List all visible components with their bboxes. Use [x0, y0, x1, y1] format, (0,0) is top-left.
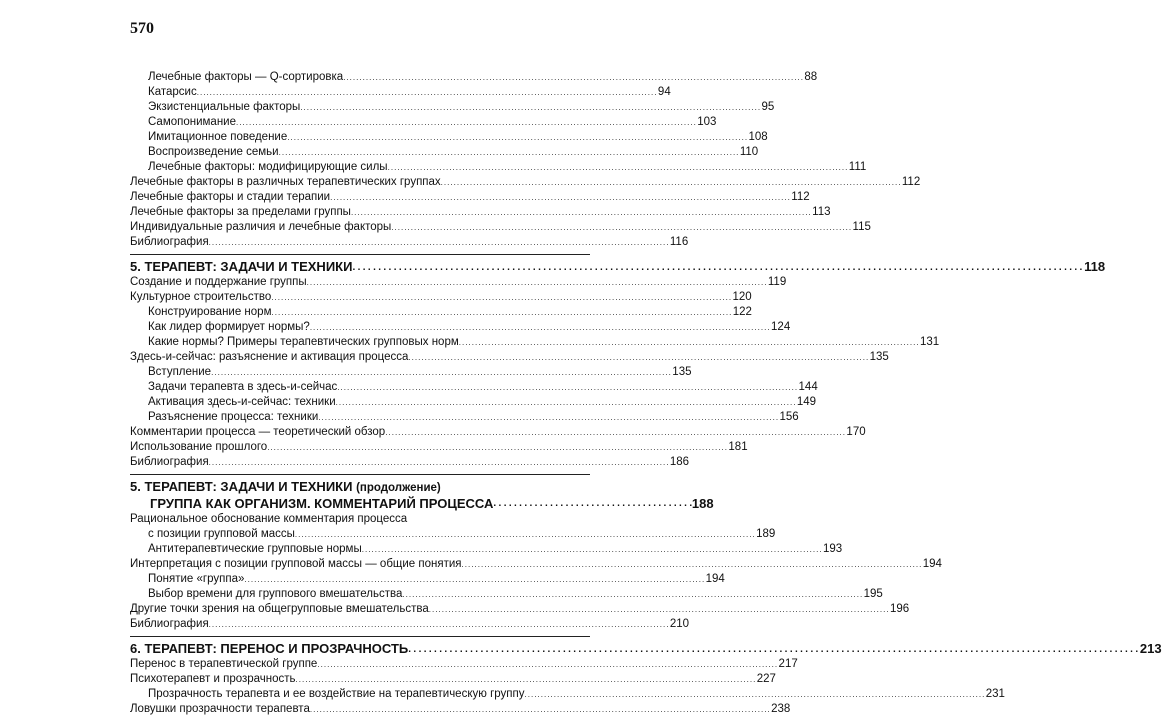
toc-entry[interactable] — [130, 100, 775, 115]
dot-leader — [388, 160, 847, 175]
entry-page: 170 — [846, 426, 866, 438]
dot-leader — [391, 220, 850, 235]
entry-title: Задачи терапевта в здесь-и-сейчас — [148, 381, 338, 393]
toc-entry[interactable] — [130, 602, 910, 617]
toc-section-4 — [130, 657, 1005, 717]
chapter-title-sub: (продолжение) — [356, 482, 441, 494]
dot-leader — [429, 602, 888, 617]
entry-page: 186 — [669, 456, 690, 468]
toc-entry[interactable] — [130, 160, 867, 175]
toc-entry[interactable] — [130, 365, 692, 380]
toc-entry[interactable] — [130, 70, 818, 85]
toc-entry[interactable] — [130, 115, 717, 130]
toc-entry[interactable] — [130, 455, 690, 470]
entry-page: 193 — [822, 543, 843, 555]
entry-page: 110 — [739, 146, 759, 158]
entry-title: Воспроизведение семьи — [148, 146, 279, 158]
toc-entry[interactable] — [130, 395, 817, 410]
toc-entry[interactable] — [130, 130, 768, 145]
entry-page: 195 — [863, 588, 883, 600]
toc-entry[interactable] — [130, 350, 889, 365]
entry-title: Как лидер формирует нормы? — [148, 321, 310, 333]
toc-entry-continued[interactable] — [130, 527, 776, 542]
entry-title: Психотерапевт и прозрачность — [130, 673, 296, 685]
entry-title: Самопонимание — [148, 116, 237, 128]
entry-title: Создание и поддержание группы — [130, 276, 307, 288]
page-number: 570 — [130, 20, 154, 37]
entry-title: Понятие «группа» — [148, 573, 245, 585]
toc-section-2 — [130, 275, 940, 470]
dot-leader — [459, 335, 918, 350]
dot-leader — [279, 145, 738, 160]
toc-entry[interactable] — [130, 205, 831, 220]
toc-entry[interactable] — [130, 672, 776, 687]
entry-page: 231 — [985, 688, 1005, 700]
toc-entry-wrapped[interactable]: Рациональное обоснование комментария процесса — [130, 513, 408, 525]
toc-entry[interactable] — [130, 410, 799, 425]
dot-leader — [209, 617, 668, 632]
dot-leader — [271, 290, 730, 305]
entry-page: 196 — [890, 603, 910, 615]
chapter-heading-5[interactable] — [130, 259, 1106, 275]
entry-page: 103 — [697, 116, 717, 128]
chapter-title-line2 — [130, 496, 714, 512]
dot-leader — [244, 572, 703, 587]
toc-entry[interactable] — [130, 572, 725, 587]
entry-page: 111 — [848, 161, 867, 173]
entry-page: 194 — [922, 558, 942, 570]
entry-page: 88 — [804, 71, 818, 83]
entry-page: 116 — [669, 236, 689, 248]
toc-entry[interactable] — [130, 85, 671, 100]
entry-page: 124 — [771, 321, 791, 333]
entry-page: 119 — [767, 276, 787, 288]
entry-title: Комментарии процесса — теоретический обзор — [130, 426, 386, 438]
entry-title: Лечебные факторы и стадии терапии — [130, 191, 331, 203]
dot-leader — [307, 275, 766, 290]
toc-section-1 — [130, 70, 921, 250]
dot-leader — [352, 260, 1082, 275]
chapter-title-main: 5. ТЕРАПЕВТ: ЗАДАЧИ И ТЕХНИКИ — [130, 479, 353, 494]
entry-page: 94 — [657, 86, 671, 98]
entry-title: Катарсис — [148, 86, 197, 98]
dot-leader — [310, 320, 769, 335]
dot-leader — [310, 702, 769, 717]
entry-page: 189 — [756, 528, 776, 540]
entry-title: Перенос в терапевтической группе — [130, 658, 318, 670]
entry-title: Библиография — [130, 456, 209, 468]
chapter-title: 5. ТЕРАПЕВТ: ЗАДАЧИ И ТЕХНИКИ — [130, 259, 353, 274]
chapter-heading-6[interactable] — [130, 641, 1162, 657]
dot-leader — [385, 425, 844, 440]
dot-leader — [524, 687, 983, 702]
toc-entry[interactable] — [130, 542, 843, 557]
toc-entry[interactable] — [130, 617, 690, 632]
dot-leader — [295, 527, 754, 542]
entry-page: 120 — [732, 291, 752, 303]
entry-title: Лечебные факторы в различных терапевтических группах — [130, 176, 441, 188]
entry-title: Имитационное поведение — [148, 131, 288, 143]
dot-leader — [408, 642, 1138, 657]
toc-entry[interactable] — [130, 335, 940, 350]
entry-page: 217 — [778, 658, 798, 670]
entry-title: Какие нормы? Примеры терапевтических групповых норм — [148, 336, 459, 348]
dot-leader — [362, 542, 821, 557]
entry-page: 113 — [812, 206, 831, 218]
dot-leader — [209, 455, 668, 470]
toc-section-3 — [130, 542, 942, 632]
entry-title: Ловушки прозрачности терапевта — [130, 703, 310, 715]
divider — [130, 636, 590, 637]
dot-leader — [267, 440, 726, 455]
entry-title: Библиография — [130, 236, 209, 248]
entry-title: Здесь-и-сейчас: разъяснение и активация процесса — [130, 351, 409, 363]
table-of-contents — [130, 70, 1162, 717]
chapter-subtitle: ГРУППА КАК ОРГАНИЗМ. КОММЕНТАРИЙ ПРОЦЕССА — [150, 496, 494, 511]
toc-entry[interactable] — [130, 275, 787, 290]
entry-page: 181 — [728, 441, 748, 453]
entry-title: Библиография — [130, 618, 209, 630]
entry-title: Вступление — [148, 366, 212, 378]
entry-page: 156 — [779, 411, 799, 423]
divider — [130, 254, 590, 255]
entry-page: 112 — [791, 191, 810, 203]
toc-entry[interactable] — [130, 702, 791, 717]
toc-entry[interactable] — [130, 290, 752, 305]
toc-entry[interactable] — [130, 190, 810, 205]
toc-entry[interactable] — [130, 220, 871, 235]
toc-entry[interactable] — [130, 587, 883, 602]
entry-page: 115 — [852, 221, 871, 233]
chapter-title-line1 — [130, 479, 590, 496]
dot-leader — [408, 350, 867, 365]
dot-leader — [351, 205, 810, 220]
entry-page: 149 — [796, 396, 817, 408]
entry-title: Лечебные факторы: модифицирующие силы — [148, 161, 388, 173]
dot-leader — [330, 190, 789, 205]
toc-entry[interactable] — [130, 687, 1005, 702]
entry-page: 144 — [798, 381, 818, 393]
entry-title: Конструирование норм — [148, 306, 272, 318]
entry-title: Индивидуальные различия и лечебные факторы — [130, 221, 392, 233]
dot-leader — [493, 496, 692, 512]
entry-page: 227 — [756, 673, 776, 685]
entry-title: Культурное строительство — [130, 291, 272, 303]
entry-title: Выбор времени для группового вмешательства — [148, 588, 403, 600]
entry-title: с позиции групповой массы — [148, 528, 295, 540]
dot-leader — [287, 130, 746, 145]
entry-page: 122 — [732, 306, 752, 318]
chapter-heading-5-cont[interactable] — [130, 479, 714, 512]
entry-page: 112 — [901, 176, 921, 188]
entry-title: Прозрачность терапевта и ее воздействие на терапевтическую группу — [148, 688, 525, 700]
entry-title: Антитерапевтические групповые нормы — [148, 543, 362, 555]
toc-entry[interactable] — [130, 380, 818, 395]
entry-page: 135 — [672, 366, 692, 378]
entry-title: Лечебные факторы за пределами группы — [130, 206, 351, 218]
toc-entry[interactable] — [130, 175, 921, 190]
entry-title: Другие точки зрения на общегрупповые вмешательства — [130, 603, 429, 615]
divider — [130, 474, 590, 475]
toc-entry[interactable] — [130, 440, 748, 455]
chapter-page: 118 — [1084, 259, 1106, 274]
entry-page: 95 — [761, 101, 775, 113]
entry-title: Использование прошлого — [130, 441, 268, 453]
entry-title: Активация здесь-и-сейчас: техники — [148, 396, 336, 408]
dot-leader — [296, 672, 755, 687]
dot-leader — [337, 380, 796, 395]
dot-leader — [300, 100, 759, 115]
dot-leader — [209, 235, 668, 250]
entry-title: Экзистенциальные факторы — [148, 101, 301, 113]
dot-leader — [211, 365, 670, 380]
entry-page: 108 — [748, 131, 768, 143]
dot-leader — [462, 557, 921, 572]
entry-page: 131 — [919, 336, 940, 348]
dot-leader — [272, 305, 731, 320]
toc-entry[interactable] — [130, 657, 798, 672]
entry-page: 194 — [705, 573, 725, 585]
dot-leader — [441, 175, 900, 190]
entry-page: 210 — [669, 618, 690, 630]
dot-leader — [402, 587, 861, 602]
dot-leader — [317, 657, 776, 672]
entry-page: 238 — [771, 703, 791, 715]
dot-leader — [343, 70, 802, 85]
entry-title: Разъяснение процесса: техники — [148, 411, 319, 423]
dot-leader — [318, 410, 777, 425]
toc-entry[interactable] — [130, 235, 689, 250]
toc-entry[interactable] — [130, 425, 866, 440]
dot-leader — [336, 395, 795, 410]
toc-entry[interactable] — [130, 145, 759, 160]
dot-leader — [197, 85, 656, 100]
chapter-page: 188 — [691, 496, 714, 511]
toc-entry[interactable] — [130, 305, 752, 320]
toc-entry[interactable] — [130, 557, 942, 572]
toc-entry[interactable] — [130, 320, 791, 335]
chapter-title: 6. ТЕРАПЕВТ: ПЕРЕНОС И ПРОЗРАЧНОСТЬ — [130, 641, 409, 656]
dot-leader — [236, 115, 695, 130]
chapter-page: 213 — [1139, 641, 1162, 656]
entry-title: Лечебные факторы — Q-сортировка — [148, 71, 344, 83]
entry-page: 135 — [869, 351, 889, 363]
entry-title: Интерпретация с позиции групповой массы — общие понятия — [130, 558, 462, 570]
